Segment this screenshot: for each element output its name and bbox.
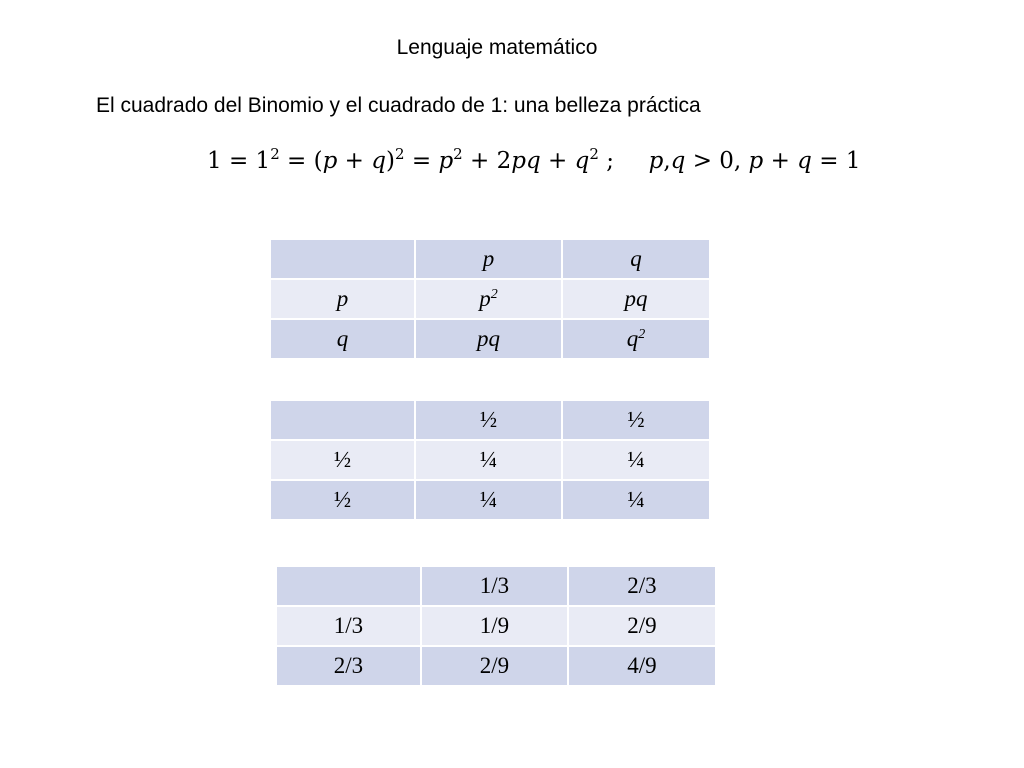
table-cell: ¼ [415, 440, 562, 480]
eq-q-2: q [574, 148, 590, 174]
table-row-label: q [270, 319, 415, 359]
eq-one: 1 [255, 148, 271, 174]
table-cell: pq [415, 319, 562, 359]
eq-p-4: p [748, 148, 764, 174]
eq-comma: , [663, 148, 671, 174]
table-header-cell: 2/3 [568, 566, 716, 606]
table-cell: ¼ [562, 440, 710, 480]
binomial-equation [207, 145, 861, 174]
table-header-cell: 1/3 [421, 566, 568, 606]
table-header-row [276, 566, 716, 606]
table-cell: 2/9 [568, 606, 716, 646]
table-header-cell: q [562, 239, 710, 279]
thirds-product-table [275, 565, 717, 687]
table-header-row [270, 400, 710, 440]
table-corner-cell [276, 566, 421, 606]
eq-q-4: q [797, 148, 812, 174]
table-row-label: ½ [270, 440, 415, 480]
table-row [270, 279, 710, 319]
table-row-label: ½ [270, 480, 415, 520]
eq-q-exponent: 2 [589, 145, 599, 163]
eq-pq: pq [511, 148, 541, 174]
symbolic-product-table [269, 238, 711, 360]
table-cell: 1/9 [421, 606, 568, 646]
eq-rhs-one: 1 [845, 148, 861, 174]
eq-p-2: p [438, 148, 454, 174]
eq-equals-4: = [819, 148, 839, 174]
table-row-label: 2/3 [276, 646, 421, 686]
table-cell: 2/9 [421, 646, 568, 686]
table-corner-cell [270, 239, 415, 279]
eq-gt-zero: > 0, [692, 148, 742, 174]
table-row-label: p [270, 279, 415, 319]
table-cell: ¼ [415, 480, 562, 520]
table-cell-exponent: 2 [490, 287, 498, 302]
table-cell-base: q [626, 326, 639, 351]
eq-paren-open: ( [313, 148, 323, 174]
table-row [276, 606, 716, 646]
eq-equals-3: = [411, 148, 432, 174]
eq-paren-close: ) [386, 148, 395, 174]
table-cell: ¼ [562, 480, 710, 520]
eq-two: 2 [496, 148, 512, 174]
eq-one-exponent: 2 [270, 145, 280, 163]
eq-plus-4: + [770, 148, 790, 174]
slide-subtitle: El cuadrado del Binomio y el cuadrado de 1: una belleza práctica [96, 94, 701, 117]
table-cell-exponent: 2 [638, 327, 646, 342]
table-corner-cell [270, 400, 415, 440]
table-row [270, 480, 710, 520]
table-row-label: 1/3 [276, 606, 421, 646]
eq-binomial-exponent: 2 [394, 145, 405, 163]
table-cell [562, 319, 710, 359]
eq-lhs: 1 [207, 148, 222, 174]
slide-title: Lenguaje matemático [396, 36, 598, 59]
eq-plus-3: + [548, 148, 568, 174]
table-header-cell: ½ [415, 400, 562, 440]
eq-p-exponent: 2 [453, 145, 463, 163]
eq-equals-1: = [228, 148, 249, 174]
table-header-row [270, 239, 710, 279]
table-cell [415, 279, 562, 319]
table-header-cell: p [415, 239, 562, 279]
eq-plus-1: + [344, 148, 364, 174]
eq-plus-2: + [470, 148, 490, 174]
table-header-cell: ½ [562, 400, 710, 440]
table-cell-base: p [479, 286, 491, 311]
eq-p-3: p [648, 148, 664, 174]
table-cell: pq [562, 279, 710, 319]
eq-q-1: q [371, 148, 386, 174]
table-row [270, 319, 710, 359]
eq-q-3: q [670, 148, 686, 174]
table-row [276, 646, 716, 686]
table-cell: 4/9 [568, 646, 716, 686]
eq-equals-2: = [287, 148, 307, 174]
eq-semicolon: ; [606, 148, 614, 174]
halves-product-table [269, 399, 711, 521]
table-row [270, 440, 710, 480]
eq-p-1: p [322, 148, 338, 174]
